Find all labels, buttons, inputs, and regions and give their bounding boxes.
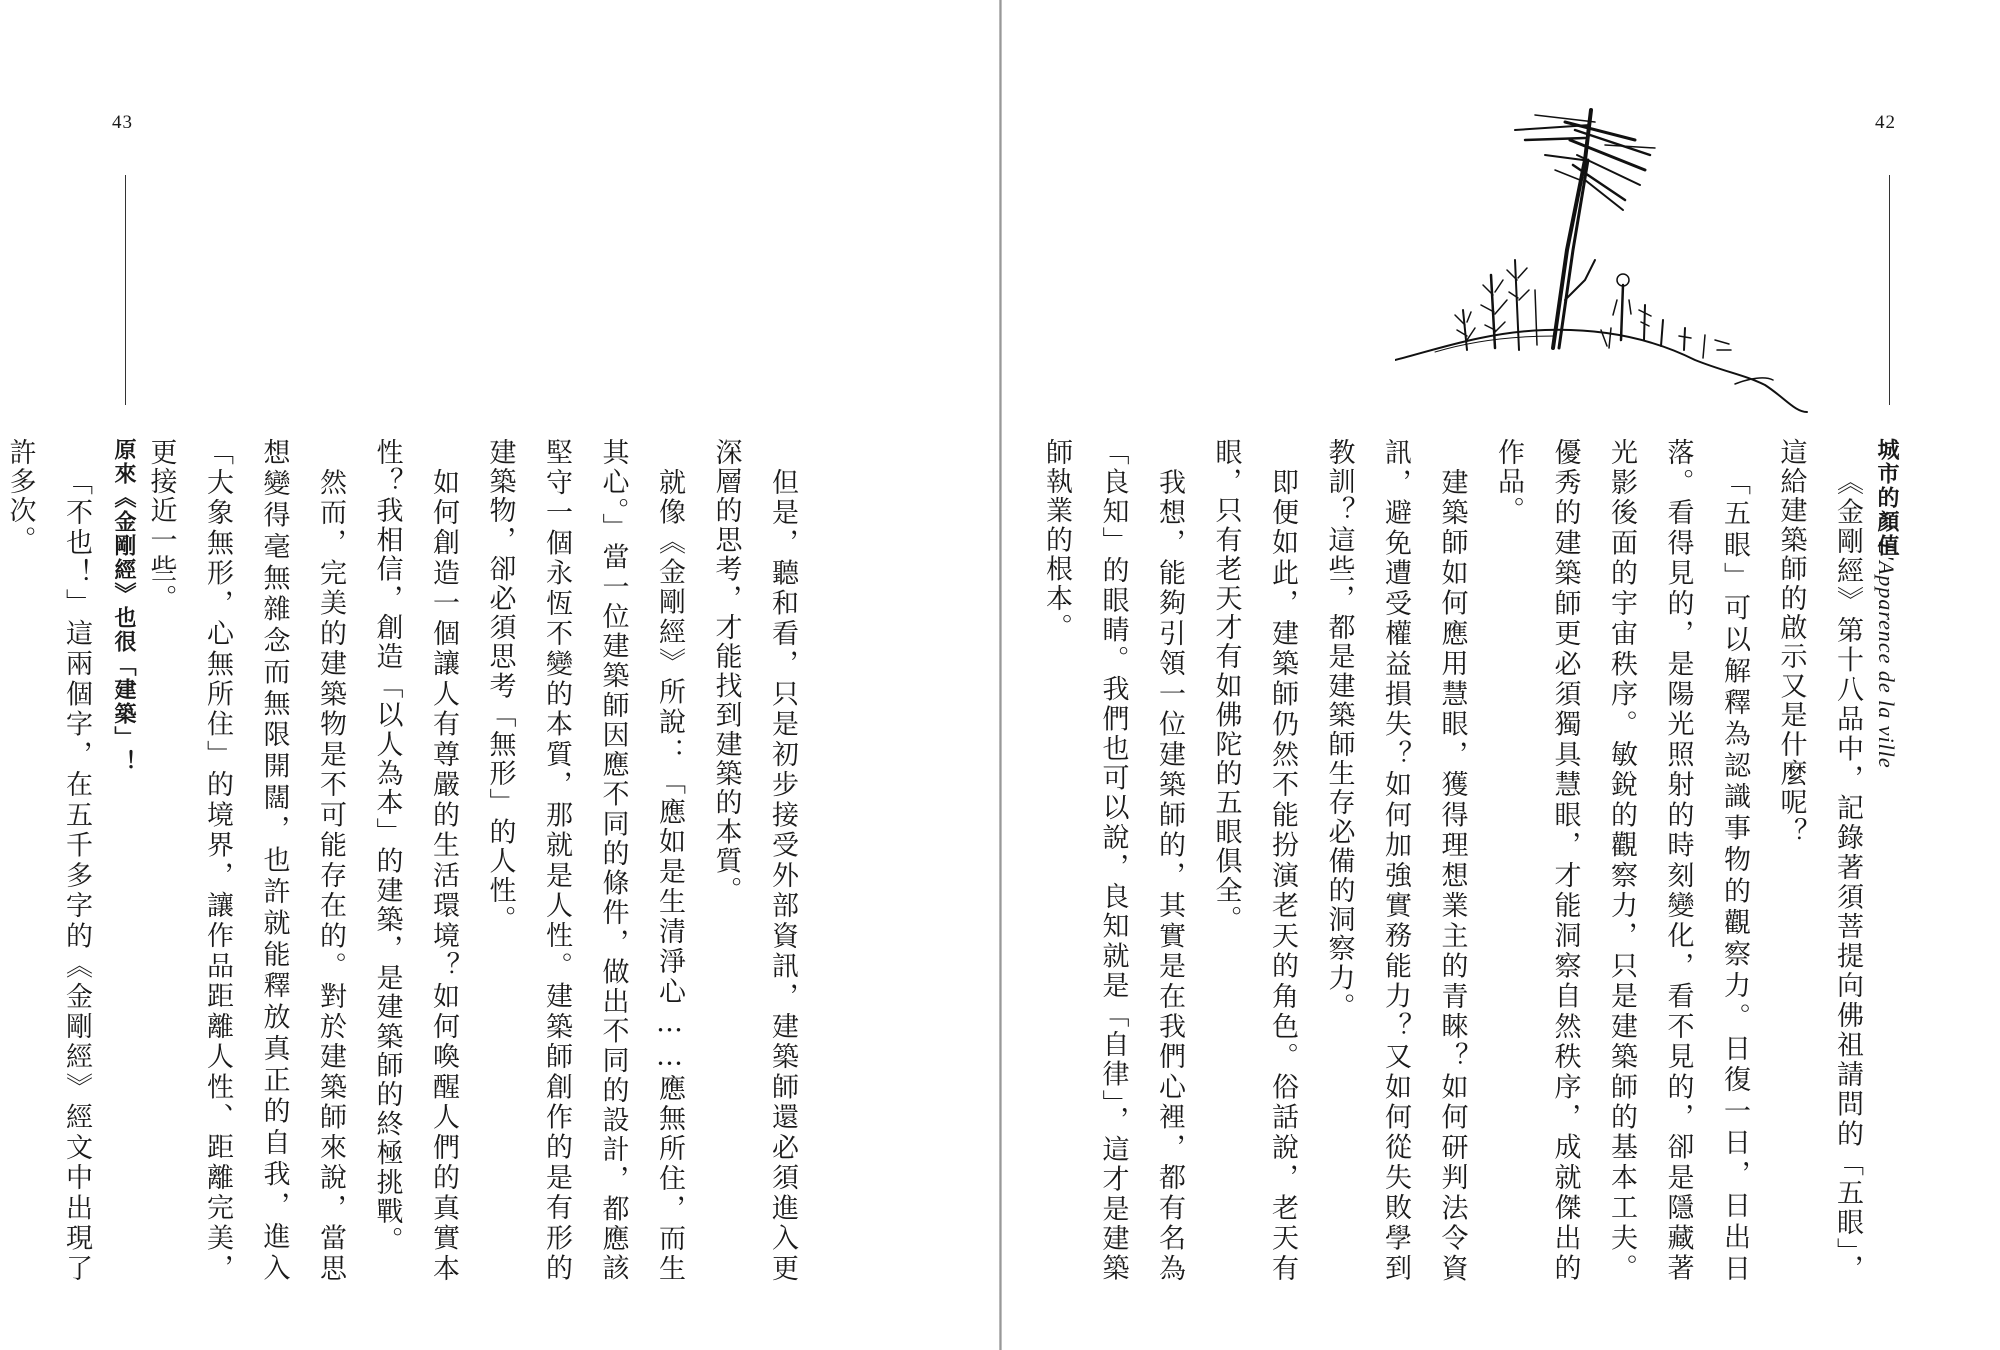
page-number: 42 — [1875, 112, 1896, 133]
paragraph: 就像《金剛經》所說：「應如是生清淨心……應無所住，而生其心。」當一位建築師因應不同的條件，做出不同的設計，都應該堅守一個永恆不變的本質，那就是人性。建築師創作的是有形的建築物，卻必須思考「無形」的人性。 — [484, 438, 685, 1283]
running-title: 原來《金剛經》也很「建築」！ — [111, 438, 137, 774]
paragraph: 如何創造一個讓人有尊嚴的生活環境？如何喚醒人們的真實本性？我相信，創造「以人為本」的建築，是建築師的終極挑戰。 — [371, 438, 459, 1283]
header-rule — [125, 175, 126, 405]
paragraph: 但是，聽和看，只是初步接受外部資訊，建築師還必須進入更深層的思考，才能找到建築的本質。 — [710, 438, 798, 1283]
paragraph: 「五眼」可以解釋為認識事物的觀察力。日復一日，日出日落。看得見的，是陽光照射的時刻變化，看不見的，卻是隱藏著光影後面的宇宙秩序。敏銳的觀察力，只是建築師的基本工夫。優秀的建築師更必須獨具慧眼，才能洞察自然秩序，成就傑出的作品。 — [1493, 438, 1750, 1283]
paragraph: 即便如此，建築師仍然不能扮演老天的角色。俗話說，老天有眼，只有老天才有如佛陀的五眼俱全。 — [1210, 438, 1298, 1283]
tree-sketch-illustration — [1395, 100, 1815, 420]
body-text — [1041, 438, 1875, 1283]
page-number: 43 — [112, 112, 133, 133]
paragraph: 然而，完美的建築物是不可能存在的。對於建築師來說，當思想變得毫無雜念而無限開闊，也許就能釋放真正的自我，進入「大象無形，心無所住」的境界，讓作品距離人性、距離完美，更接近一些。 — [145, 438, 346, 1283]
paragraph: 《金剛經》第十八品中，記錄著須菩提向佛祖請問的「五眼」，這給建築師的啟示又是什麼呢？ — [1775, 438, 1863, 1283]
paragraph: 我想，能夠引領一位建築師的，其實是在我們心裡，都有名為「良知」的眼睛。我們也可以說，良知就是「自律」，這才是建築師執業的根本。 — [1041, 438, 1185, 1283]
paragraph: 「不也！」這兩個字，在五千多字的《金剛經》經文中出現了許多次。 — [4, 438, 92, 1283]
running-subtitle: L'Apparence de la ville — [1874, 542, 1899, 769]
paragraph: 建築師如何應用慧眼，獲得理想業主的青睞？如何研判法令資訊，避免遭受權益損失？如何加強實務能力？又如何從失敗學到教訓？這些，都是建築師生存必備的洞察力。 — [1323, 438, 1468, 1283]
header-rule — [1889, 175, 1890, 405]
right-page — [1000, 0, 2000, 1350]
running-title: 城市的顏值 — [1874, 438, 1900, 558]
